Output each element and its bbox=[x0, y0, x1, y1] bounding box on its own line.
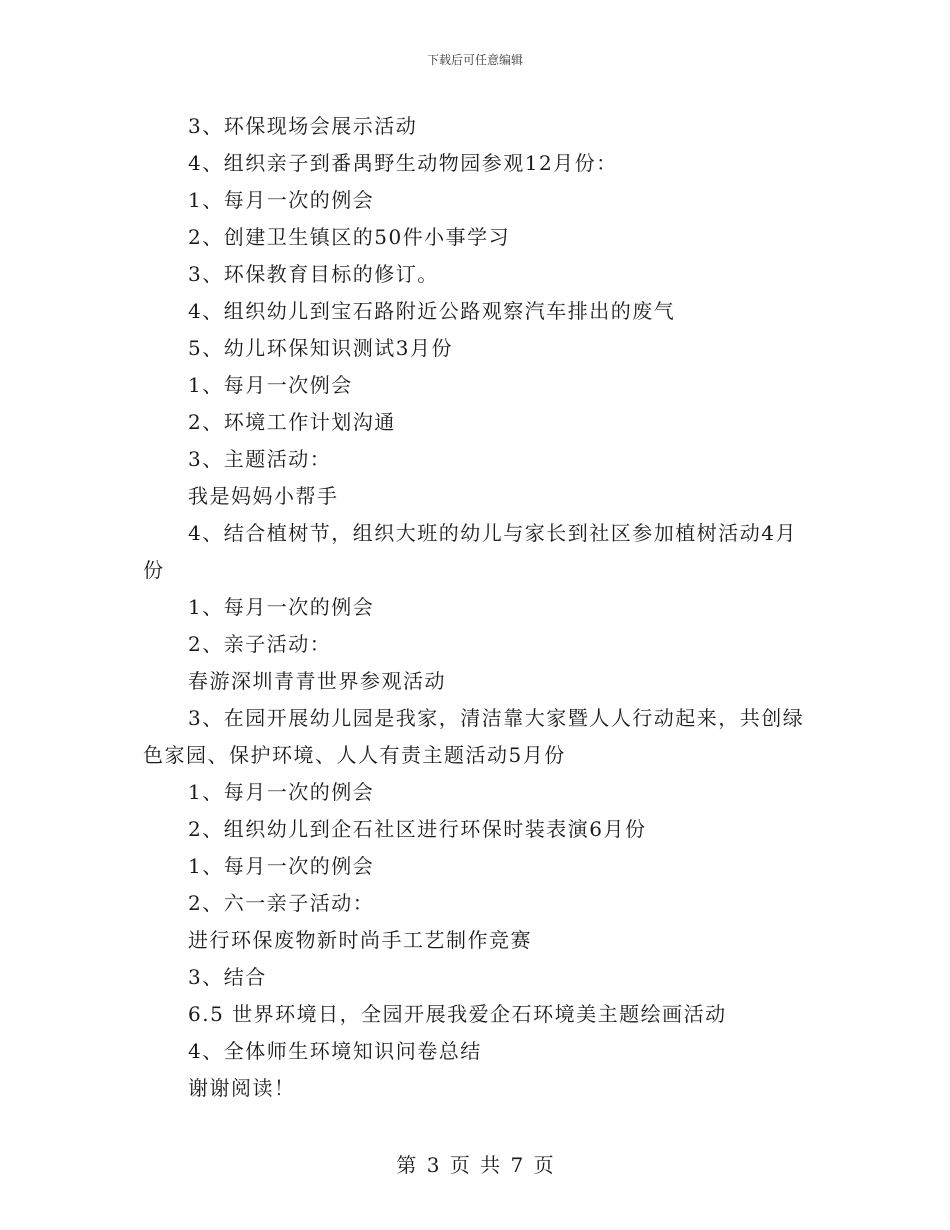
text-line: 春游深圳青青世界参观活动 bbox=[188, 669, 446, 693]
text-line: 进行环保废物新时尚手工艺制作竞赛 bbox=[188, 928, 532, 952]
text-line: 4、组织幼儿到宝石路附近公路观察汽车排出的废气 bbox=[188, 299, 676, 323]
text-line: 6.5 世界环境日，全园开展我爱企石环境美主题绘画活动 bbox=[188, 1002, 727, 1026]
text-line: 3、环保教育目标的修订。 bbox=[188, 262, 439, 286]
text-line: 3、主题活动： bbox=[188, 447, 332, 471]
text-line: 份 bbox=[143, 558, 165, 582]
text-line: 2、创建卫生镇区的50件小事学习 bbox=[188, 225, 511, 249]
page-header-note: 下载后可任意编辑 bbox=[426, 53, 523, 67]
text-line: 1、每月一次的例会 bbox=[188, 854, 375, 878]
text-line: 2、六一亲子活动： bbox=[188, 891, 375, 915]
text-line: 2、组织幼儿到企石社区进行环保时装表演6月份 bbox=[188, 817, 647, 841]
text-line: 1、每月一次的例会 bbox=[188, 595, 375, 619]
text-line: 色家园、保护环境、人人有责主题活动5月份 bbox=[143, 743, 566, 767]
text-line: 1、每月一次例会 bbox=[188, 373, 353, 397]
text-line: 4、全体师生环境知识问卷总结 bbox=[188, 1039, 482, 1063]
text-line: 我是妈妈小帮手 bbox=[188, 484, 339, 508]
text-line: 1、每月一次的例会 bbox=[188, 780, 375, 804]
text-line: 4、结合植树节，组织大班的幼儿与家长到社区参加植树活动4月 bbox=[188, 521, 797, 545]
page-number-footer: 第 3 页 共 7 页 bbox=[396, 1153, 554, 1177]
text-line: 3、环保现场会展示活动 bbox=[188, 114, 418, 138]
text-line: 4、组织亲子到番禺野生动物园参观12月份： bbox=[188, 151, 618, 175]
text-line: 3、在园开展幼儿园是我家，清洁靠大家暨人人行动起来，共创绿 bbox=[188, 706, 805, 730]
document-body bbox=[143, 108, 813, 1107]
text-line: 1、每月一次的例会 bbox=[188, 188, 375, 212]
text-line: 2、亲子活动： bbox=[188, 632, 332, 656]
text-line: 3、结合 bbox=[188, 965, 267, 989]
text-line: 2、环境工作计划沟通 bbox=[188, 410, 396, 434]
text-line: 谢谢阅读！ bbox=[188, 1076, 296, 1100]
text-line: 5、幼儿环保知识测试3月份 bbox=[188, 336, 453, 360]
